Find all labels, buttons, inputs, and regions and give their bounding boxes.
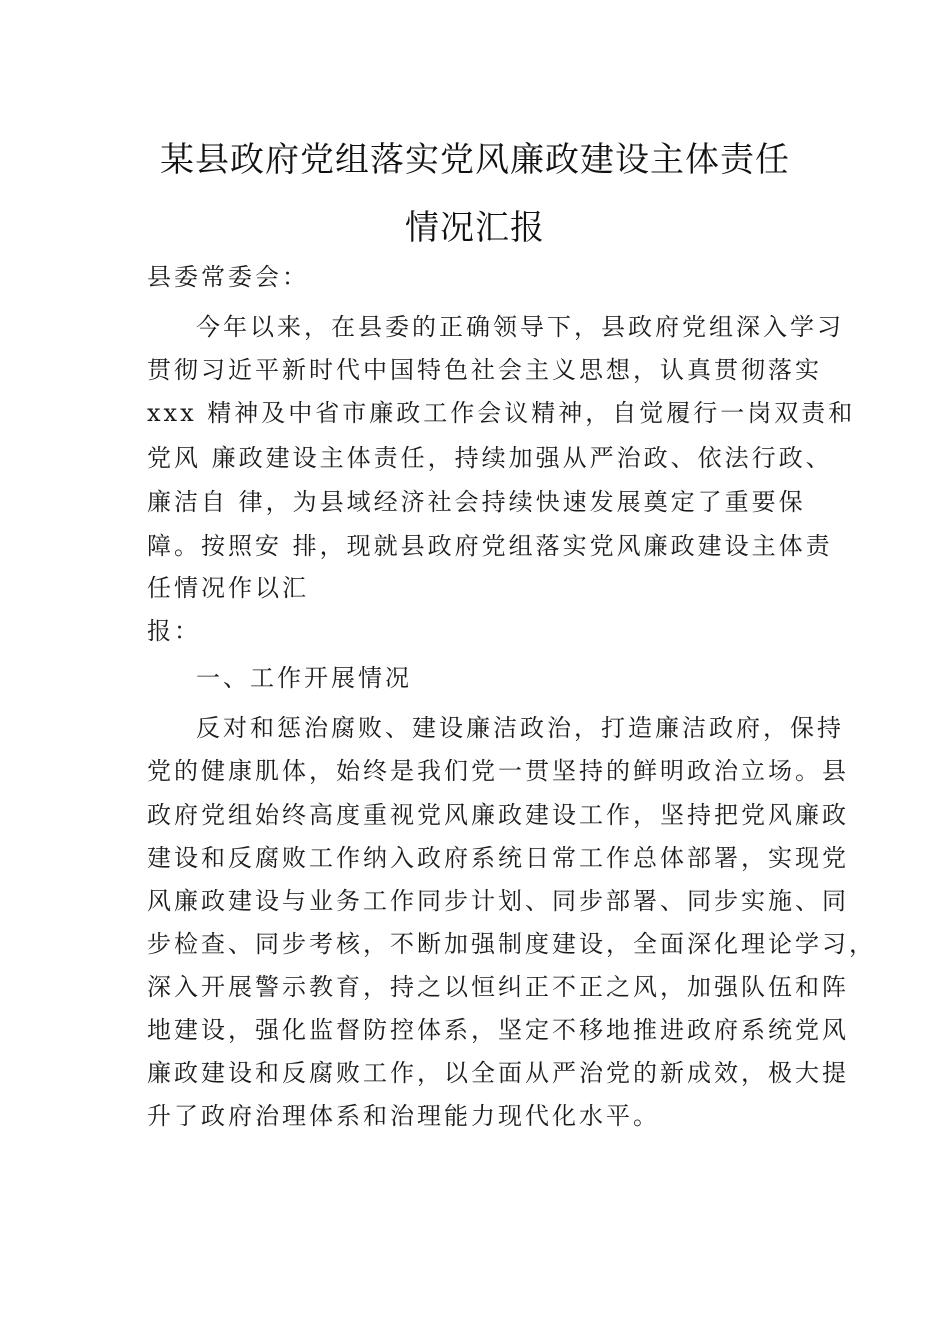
section-line: 政府党组始终高度重视党风廉政建设工作，坚持把党风廉政 [147,801,849,829]
section-line: 深入开展警示教育，持之以恒纠正不正之风，加强队伍和阵 [147,973,849,1001]
intro-line: 今年以来，在县委的正确领导下，县政府党组深入学习 [196,313,844,341]
section-line: 反对和惩治腐败、建设廉洁政治，打造廉洁政府，保持 [196,714,844,742]
salutation: 县委常委会： [147,263,309,291]
document-title-line-1: 某县政府党组落实党风廉政建设主体责任 [160,140,790,180]
document-title-line-2: 情况汇报 [405,208,545,248]
intro-line: 报： [147,617,201,645]
section-line: 党的健康肌体，始终是我们党一贯坚持的鲜明政治立场。县 [147,757,849,785]
intro-line: 党风 廉政建设主体责任，持续加强从严治政、依法行政、 [147,444,833,472]
section-line: 廉政建设和反腐败工作，以全面从严治党的新成效，极大提 [147,1059,849,1087]
intro-line: xxx 精神及中省市廉政工作会议精神，自觉履行一岗双责和 [147,399,856,427]
intro-line: 障。按照安 排，现就县政府党组落实党风廉政建设主体责 [147,532,833,560]
intro-line: 任情况作以汇 [147,574,309,602]
section-line: 升了政府治理体系和治理能力现代化水平。 [147,1102,660,1130]
intro-line: 廉洁自 律，为县域经济社会持续快速发展奠定了重要保 [147,488,806,516]
section-heading: 一、工作开展情况 [196,664,412,692]
intro-line: 贯彻习近平新时代中国特色社会主义思想，认真贯彻落实 [147,356,822,384]
section-line: 建设和反腐败工作纳入政府系统日常工作总体部署，实现党 [147,844,849,872]
section-line: 步检查、同步考核，不断加强制度建设，全面深化理论学习， [147,930,876,958]
section-line: 风廉政建设与业务工作同步计划、同步部署、同步实施、同 [147,887,849,915]
section-line: 地建设，强化监督防控体系，坚定不移地推进政府系统党风 [147,1016,849,1044]
